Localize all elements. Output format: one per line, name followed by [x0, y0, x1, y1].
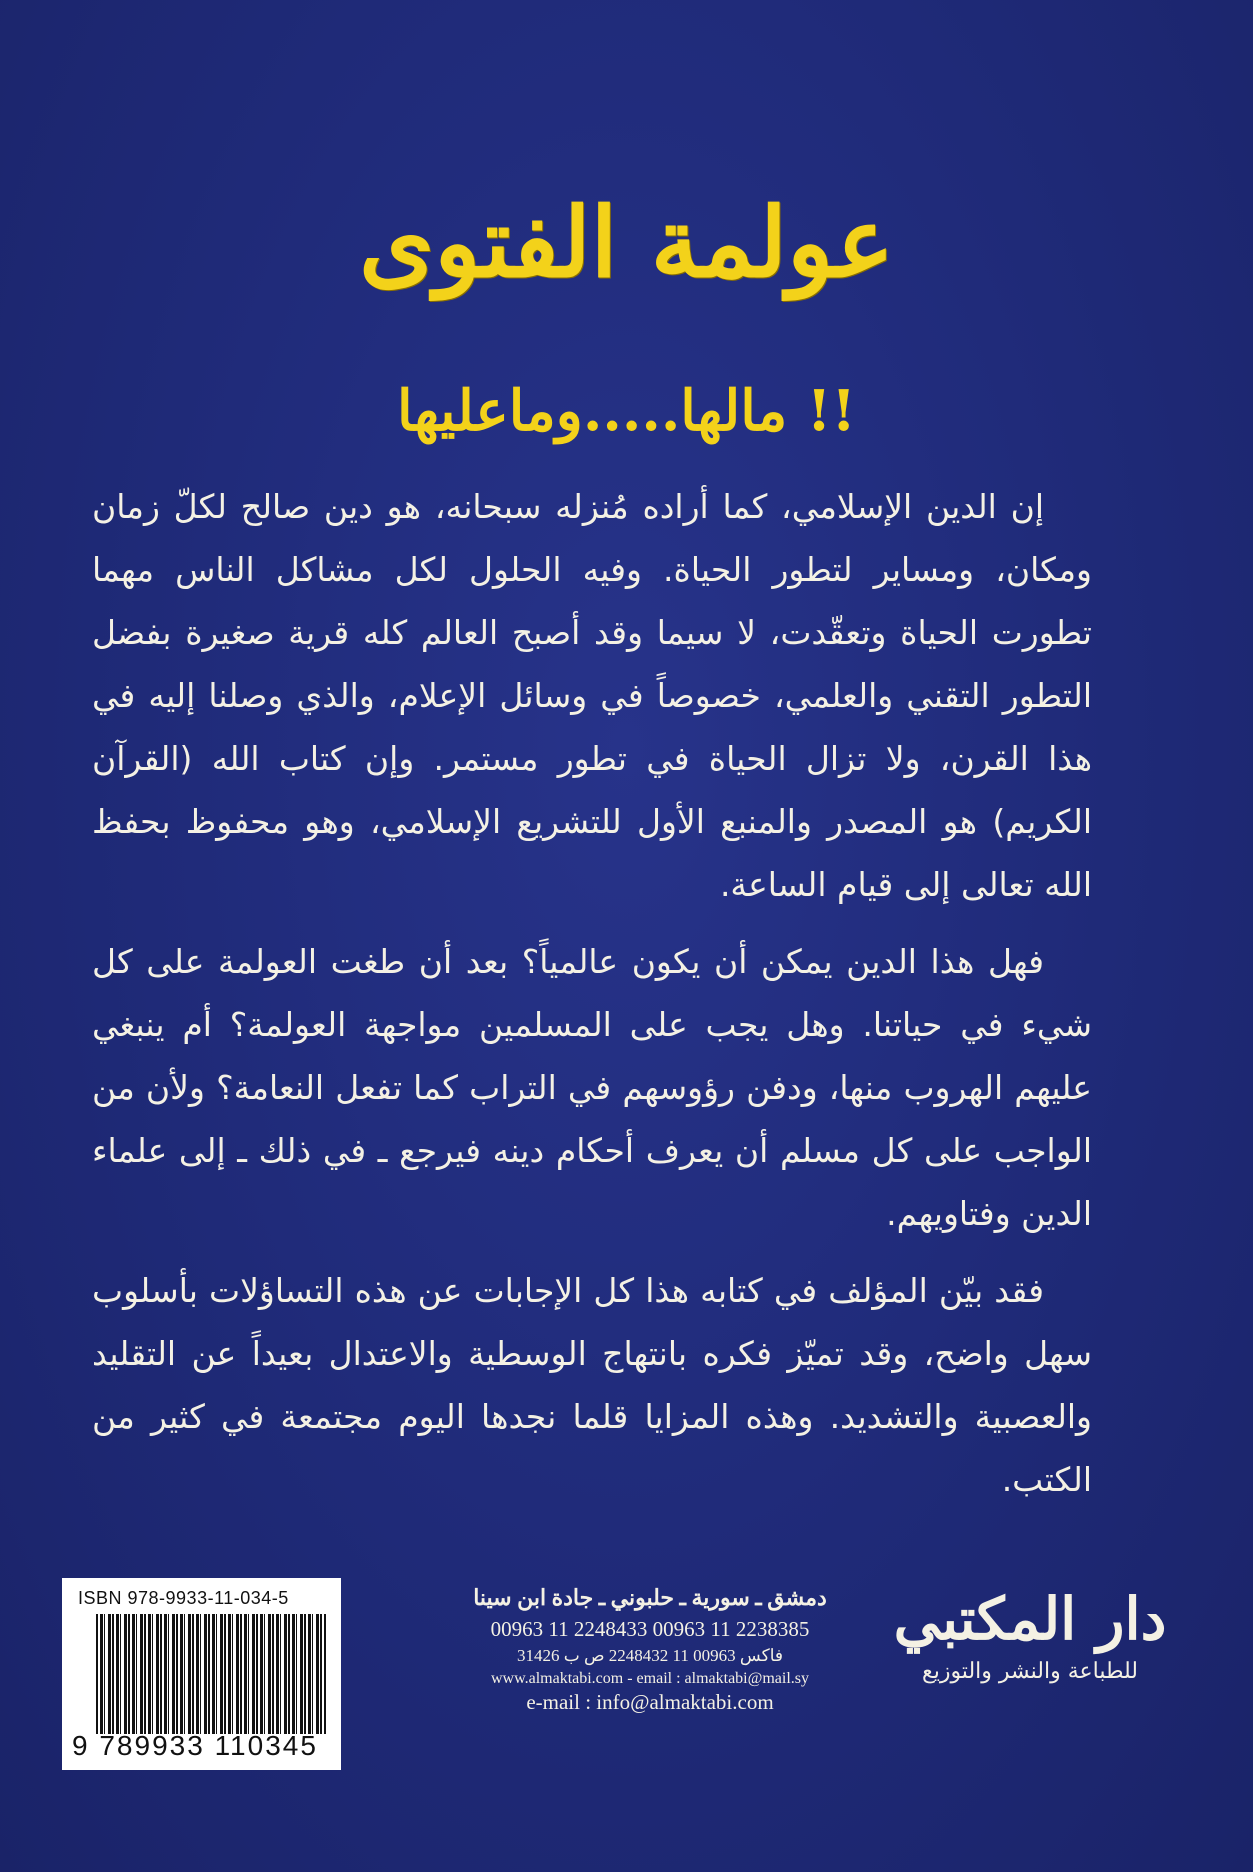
barcode-bars [96, 1614, 326, 1734]
book-subtitle: مالها.....وماعليها !! [397, 378, 856, 444]
publisher-address: دمشق ـ سورية ـ حلبوني ـ جادة ابن سينا [473, 1585, 827, 1610]
isbn-label: ISBN 978-9933-11-034-5 [78, 1588, 289, 1608]
blurb-text [92, 475, 1092, 1525]
publisher-tagline: للطباعة والنشر والتوزيع [921, 1658, 1139, 1684]
publisher-logo-name: دار المكتبي [893, 1585, 1167, 1653]
barcode-digits: 9 789933 110345 [72, 1730, 318, 1761]
publisher-logo [860, 1585, 1200, 1684]
publisher-email: e-mail : info@almaktabi.com [526, 1690, 774, 1714]
isbn-barcode [62, 1578, 341, 1770]
publisher-contact [440, 1585, 860, 1715]
blurb-paragraph-3: فقد بيّن المؤلف في كتابه هذا كل الإجابات عن هذه التساؤلات بأسلوب سهل واضح، وقد تميّز فكره بانتهاج الوسطية والاعتدال بعيداً عن التقليد والعصبية والتشديد. وهذه المزايا قلما نجدها اليوم مجتمعة في كثير من الكتب. [92, 1271, 1092, 1499]
book-title: عولمة الفتوى [359, 186, 894, 299]
publisher-fax: فاكس 00963 11 2248432 ص ب 31426 [516, 1646, 783, 1665]
publisher-phones: 00963 11 2248433 00963 11 2238385 [490, 1617, 810, 1641]
blurb-paragraph-2: فهل هذا الدين يمكن أن يكون عالمياً؟ بعد أن طغت العولمة على كل شيء في حياتنا. وهل يجب على المسلمين مواجهة العولمة؟ أم ينبغي عليهم الهروب منها، ودفن رؤوسهم في التراب كما تفعل النعامة؟ ولأن من الواجب على كل مسلم أن يعرف أحكام دينه فيرجع ـ في ذلك ـ إلى علماء الدين وفتاويهم. [92, 942, 1092, 1233]
publisher-web: www.almaktabi.com - email : almaktabi@mail.sy [490, 1670, 810, 1687]
blurb-paragraph-1: إن الدين الإسلامي، كما أراده مُنزله سبحانه، هو دين صالح لكلّ زمان ومكان، ومساير لتطور الحياة. وفيه الحلول لكل مشاكل الناس مهما تطورت الحياة وتعقّدت، لا سيما وقد أصبح العالم كله قرية صغيرة بفضل التطور التقني والعلمي، خصوصاً في وسائل الإعلام، والذي وصلنا إليه في هذا القرن، ولا تزال الحياة في تطور مستمر. وإن كتاب الله (القرآن الكريم) هو المصدر والمنبع الأول للتشريع الإسلامي، وهو محفوظ بحفظ الله تعالى إلى قيام الساعة. [92, 487, 1092, 904]
